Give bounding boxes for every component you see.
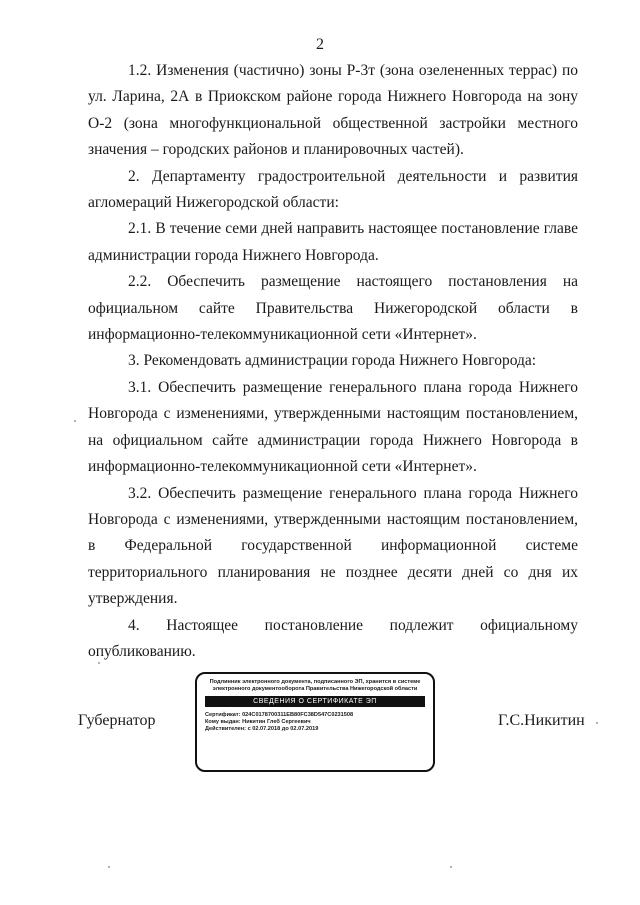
paragraph-1-2: 1.2. Изменения (частично) зоны Р-3т (зона озелененных террас) по ул. Ларина, 2А в Приокском районе города Нижнего Новгорода на зону О-2 (зона многофункциональной общественной застройки местного значения – городских районов и планировочных частей).	[88, 62, 578, 159]
paragraph-3-1: 3.1. Обеспечить размещение генерального плана города Нижнего Новгорода с изменениями, утвержденными настоящим постановлением, на официальном сайте администрации города Нижнего Новгорода в информационно-телекоммуникационной сети «Интернет».	[88, 378, 578, 476]
signer-name: Г.С.Никитин	[498, 712, 585, 729]
stamp-valid-period: Действителен: с 02.07.2018 до 02.07.2019	[205, 726, 319, 733]
paragraph-2-1: 2.1. В течение семи дней направить настоящее постановление главе администрации города Нижнего Новгорода.	[88, 220, 578, 264]
scan-speck	[450, 866, 452, 868]
paragraph-3-2: 3.2. Обеспечить размещение генерального плана города Нижнего Новгорода с изменениями, утвержденными настоящим постановлением, в Федеральной государственной информационной системе территориального планирования не позднее десяти дней со дня их утверждения.	[88, 484, 578, 608]
paragraph-2: 2. Департаменту градостроительной деятельности и развития агломераций Нижегородской области:	[88, 167, 578, 212]
page-number: 2	[316, 36, 324, 53]
scan-speck	[596, 722, 598, 724]
electronic-signature-stamp	[195, 672, 435, 772]
document-body	[88, 58, 578, 665]
signer-title: Губернатор	[78, 712, 156, 729]
scan-speck	[98, 662, 100, 664]
stamp-certificate-number: Сертификат: 024C0178700311EB80FC38D547C0231508	[205, 712, 354, 719]
paragraph-2-2: 2.2. Обеспечить размещение настоящего постановления на официальном сайте Правительства Нижегородской области в информационно-телекоммуникационной сети «Интернет».	[88, 273, 578, 344]
stamp-header: Подлинник электронного документа, подписанного ЭП, хранится в системе электронного документооборота Правительства Нижегородской области	[209, 679, 421, 692]
scan-speck	[74, 420, 76, 422]
paragraph-4: 4. Настоящее постановление подлежит официальному опубликованию.	[88, 616, 578, 660]
stamp-certificate-bar: СВЕДЕНИЯ О СЕРТИФИКАТЕ ЭП	[205, 696, 425, 707]
scan-speck	[108, 866, 110, 868]
stamp-issued-to: Кому выдан: Никитин Глеб Сергеевич	[205, 719, 311, 726]
paragraph-3: 3. Рекомендовать администрации города Нижнего Новгорода:	[128, 352, 537, 370]
